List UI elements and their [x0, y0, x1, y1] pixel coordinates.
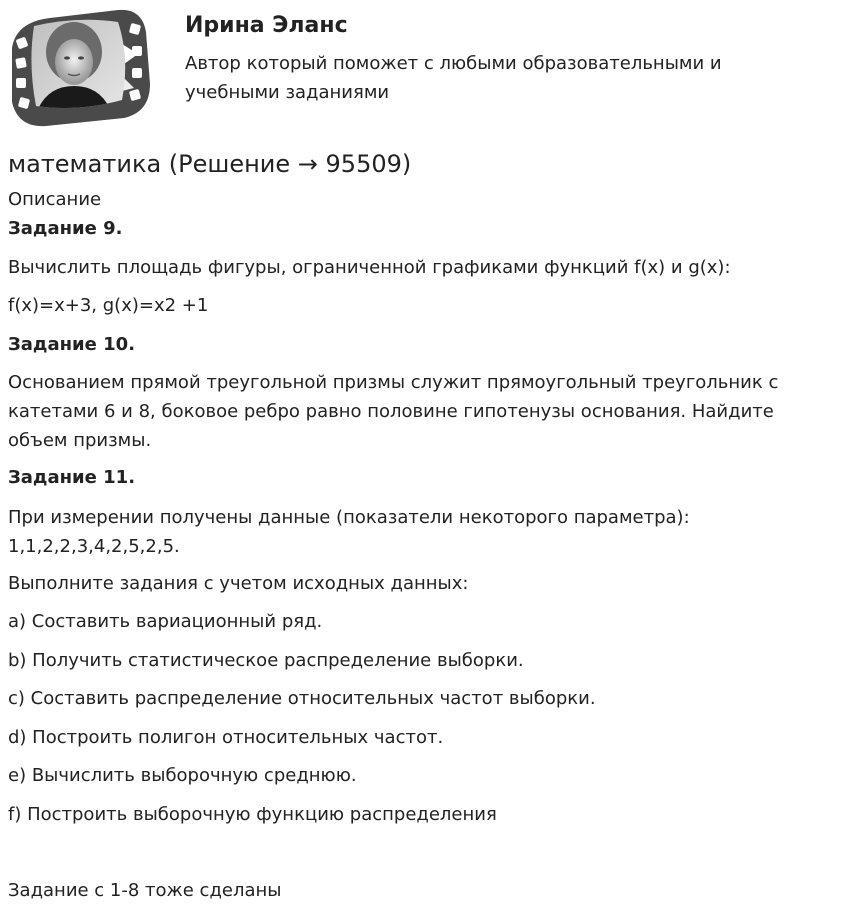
page-title: математика (Решение → 95509) [8, 150, 412, 178]
description-label: Описание [8, 189, 102, 210]
task10-text: Основанием прямой треугольной призмы служит прямоугольный треугольник с катетами 6 и 8, боковое ребро равно половине гипотенузы основания. Найдите объем призмы. [8, 372, 779, 451]
task10-heading: Задание 10. [8, 334, 136, 355]
task11-text: При измерении получены данные (показатели некоторого параметра): 1,1,2,2,3,4,2,5,2,5. [8, 507, 690, 557]
list-item: e) Вычислить выборочную среднюю. [8, 765, 357, 786]
list-item: c) Составить распределение относительных частот выборки. [8, 688, 596, 709]
list-item: a) Составить вариационный ряд. [8, 611, 323, 632]
author-description: Автор который поможет с любыми образовательными и учебными заданиями [185, 53, 722, 103]
task11-heading: Задание 11. [8, 467, 136, 488]
task9-formula: f(x)=x+3, g(x)=x2 +1 [8, 295, 209, 316]
task11-instruction: Выполните задания с учетом исходных данных: [8, 573, 469, 594]
footer-note: Задание с 1-8 тоже сделаны [8, 880, 282, 901]
list-item: f) Построить выборочную функцию распределения [8, 804, 497, 825]
author-header [0, 0, 847, 135]
task9-heading: Задание 9. [8, 218, 123, 239]
task9-text: Вычислить площадь фигуры, ограниченной графиками функций f(x) и g(x): [8, 257, 731, 278]
author-avatar[interactable] [6, 8, 151, 128]
author-name[interactable]: Ирина Эланс [185, 13, 348, 38]
list-item: d) Построить полигон относительных частот. [8, 727, 444, 748]
list-item: b) Получить статистическое распределение выборки. [8, 650, 524, 671]
film-frame-photo-icon [6, 8, 151, 128]
